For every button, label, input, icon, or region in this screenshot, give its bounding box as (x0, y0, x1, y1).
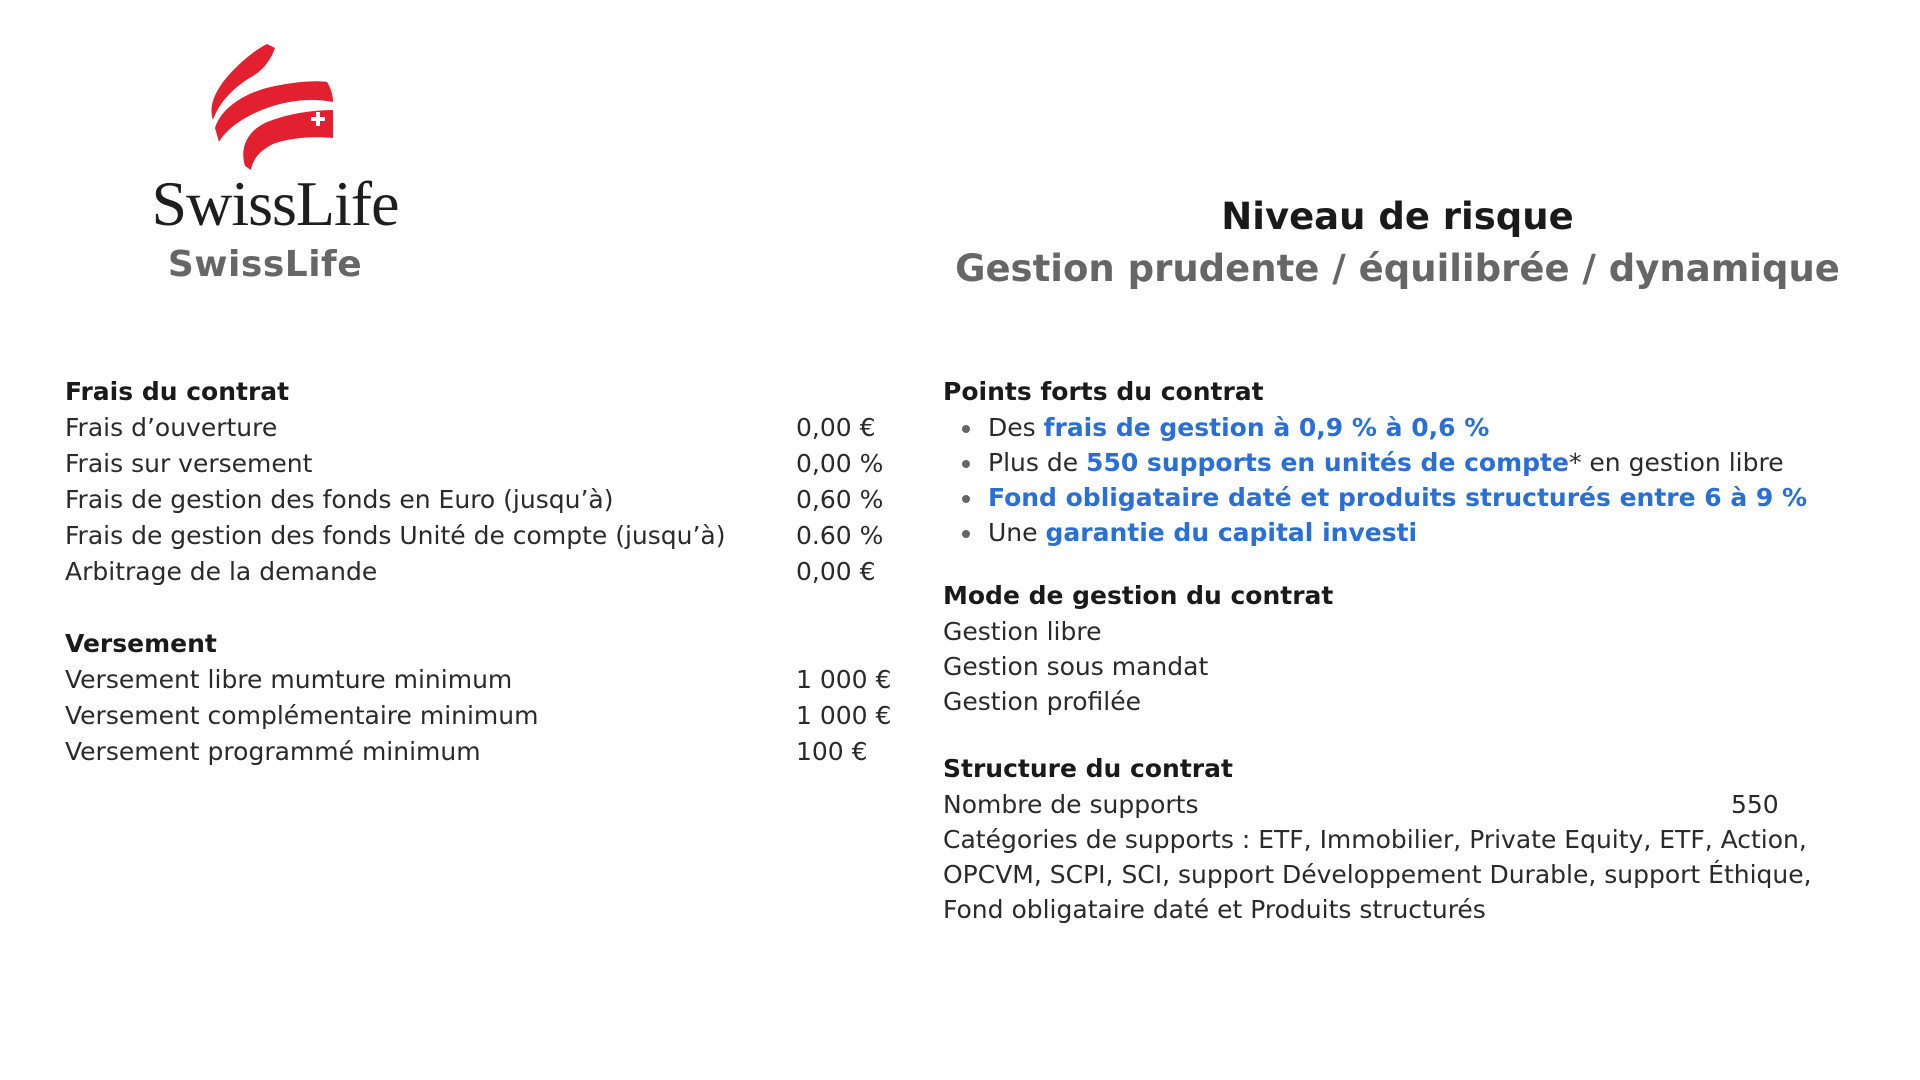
fee-label: Frais de gestion des fonds en Euro (jusqu’à) (65, 485, 614, 514)
fee-row (65, 482, 925, 518)
strength-text: Une (988, 518, 1046, 547)
strengths-section-title: Points forts du contrat (943, 377, 1264, 406)
fee-label: Frais de gestion des fonds Unité de compte (jusqu’à) (65, 521, 726, 550)
strength-text: * en gestion libre (1568, 448, 1784, 477)
payment-label: Versement libre mumture minimum (65, 665, 513, 694)
strength-item (943, 515, 1883, 550)
fee-value: 0,00 % (796, 449, 884, 478)
spacer (943, 719, 1883, 751)
structure-section-title: Structure du contrat (943, 754, 1233, 783)
fee-row (65, 446, 925, 482)
bullet-icon (962, 495, 970, 503)
payment-row (65, 698, 925, 734)
logo-wordmark: SwissLife (151, 168, 399, 239)
strength-highlight: 550 supports en unités de compte (1086, 448, 1569, 477)
risk-subtitle: Gestion prudente / équilibrée / dynamique (955, 247, 1840, 290)
support-categories: Catégories de supports : ETF, Immobilier, Private Equity, ETF, Action, OPCVM, SCPI, SCI, support Développement Durable, support Éthique, Fond obligataire daté et Produits structurés (943, 825, 1812, 924)
payment-row (65, 734, 925, 770)
payment-row (65, 662, 925, 698)
fee-row (65, 410, 925, 446)
left-column (65, 374, 925, 770)
payment-value: 1 000 € (796, 701, 892, 730)
strengths-list (943, 410, 1883, 550)
right-column (943, 374, 1883, 927)
payment-label: Versement complémentaire minimum (65, 701, 539, 730)
spacer (65, 590, 925, 626)
supports-count-row (943, 787, 1883, 822)
strength-highlight: Fond obligataire daté et produits structurés entre 6 à 9 % (988, 483, 1808, 512)
fees-section-title: Frais du contrat (65, 377, 290, 406)
strength-text: Des (988, 413, 1044, 442)
payments-section-title: Versement (65, 629, 217, 658)
strength-highlight: frais de gestion à 0,9 % à 0,6 % (1043, 413, 1490, 442)
fee-value: 0,00 € (796, 557, 876, 586)
strength-item (943, 445, 1883, 480)
fee-label: Frais sur versement (65, 449, 313, 478)
fee-row (65, 554, 925, 590)
strength-item (943, 410, 1883, 445)
spacer (943, 550, 1883, 578)
swisslife-logo-icon (205, 42, 340, 172)
payment-value: 1 000 € (796, 665, 892, 694)
payment-value: 100 € (796, 737, 868, 766)
strength-highlight: garantie du capital investi (1045, 518, 1418, 547)
fee-value: 0.60 % (796, 521, 884, 550)
strength-text: Plus de (988, 448, 1087, 477)
risk-title: Niveau de risque (1221, 195, 1574, 238)
fee-value: 0,00 € (796, 413, 876, 442)
management-item: Gestion libre (943, 617, 1102, 646)
fee-row (65, 518, 925, 554)
fee-label: Arbitrage de la demande (65, 557, 378, 586)
management-item: Gestion profilée (943, 687, 1141, 716)
management-section-title: Mode de gestion du contrat (943, 581, 1334, 610)
payment-label: Versement programmé minimum (65, 737, 481, 766)
bullet-icon (962, 460, 970, 468)
management-item: Gestion sous mandat (943, 652, 1209, 681)
supports-label: Nombre de supports (943, 790, 1199, 819)
strength-item (943, 480, 1883, 515)
fee-label: Frais d’ouverture (65, 413, 278, 442)
bullet-icon (962, 425, 970, 433)
supports-value: 550 (1731, 790, 1779, 819)
fee-value: 0,60 % (796, 485, 884, 514)
bullet-icon (962, 530, 970, 538)
risk-level-header (940, 192, 1855, 296)
brand-name: SwissLife (167, 244, 363, 285)
